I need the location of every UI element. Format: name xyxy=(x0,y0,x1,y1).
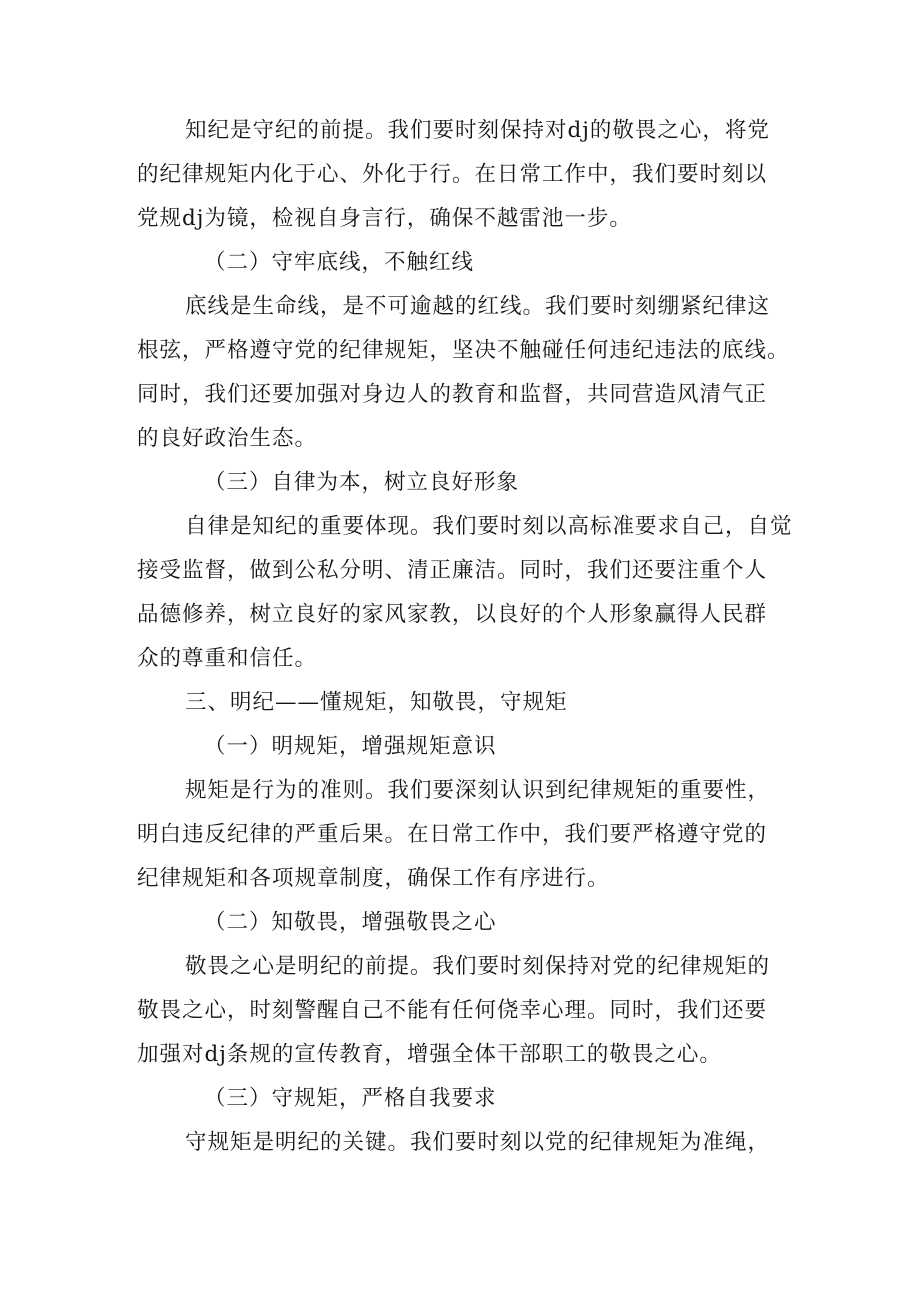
paragraph-line: 明白违反纪律的严重后果。在日常工作中，我们要严格遵守党的 xyxy=(137,822,768,847)
paragraph-line: 众的尊重和信任。 xyxy=(137,646,318,671)
paragraph-line: 党规dj为镜，检视自身言行，确保不越雷池一步。 xyxy=(137,206,632,231)
section-heading: （二）守牢底线，不触红线 xyxy=(204,250,475,275)
section-heading: （三）自律为本，树立良好形象 xyxy=(204,470,520,495)
paragraph-line: 加强对dj条规的宣传教育，增强全体干部职工的敬畏之心。 xyxy=(137,1042,722,1067)
paragraph-line: 敬畏之心是明纪的前提。我们要时刻保持对党的纪律规矩的 xyxy=(185,954,771,979)
paragraph-line: 敬畏之心，时刻警醒自己不能有任何侥幸心理。同时，我们还要 xyxy=(137,998,768,1023)
paragraph-line: 底线是生命线，是不可逾越的红线。我们要时刻绷紧纪律这 xyxy=(185,294,771,319)
paragraph-line: 接受监督，做到公私分明、清正廉洁。同时，我们还要注重个人 xyxy=(137,558,768,583)
paragraph-line: 知纪是守纪的前提。我们要时刻保持对dj的敬畏之心，将党 xyxy=(185,118,770,143)
paragraph-line: 的良好政治生态。 xyxy=(137,426,318,451)
paragraph-line: 的纪律规矩内化于心、外化于行。在日常工作中，我们要时刻以 xyxy=(137,162,768,187)
chapter-heading: 三、明纪——懂规矩，知敬畏，守规矩 xyxy=(185,690,568,715)
paragraph-line: 规矩是行为的准则。我们要深刻认识到纪律规矩的重要性， xyxy=(185,778,771,803)
paragraph-line: 纪律规矩和各项规章制度，确保工作有序进行。 xyxy=(137,866,610,891)
paragraph-line: 自律是知纪的重要体现。我们要时刻以高标准要求自己，自觉 xyxy=(185,514,793,539)
section-heading: （三）守规矩，严格自我要求 xyxy=(204,1086,497,1111)
section-heading: （一）明规矩，增强规矩意识 xyxy=(204,734,497,759)
paragraph-line: 品德修养，树立良好的家风家教，以良好的个人形象赢得人民群 xyxy=(137,602,768,627)
paragraph-line: 同时，我们还要加强对身边人的教育和监督，共同营造风清气正 xyxy=(137,382,768,407)
paragraph-line: 根弦，严格遵守党的纪律规矩，坚决不触碰任何违纪违法的底线。 xyxy=(137,338,790,363)
paragraph-line: 守规矩是明纪的关键。我们要时刻以党的纪律规矩为准绳， xyxy=(185,1130,771,1155)
section-heading: （二）知敬畏，增强敬畏之心 xyxy=(204,910,497,935)
